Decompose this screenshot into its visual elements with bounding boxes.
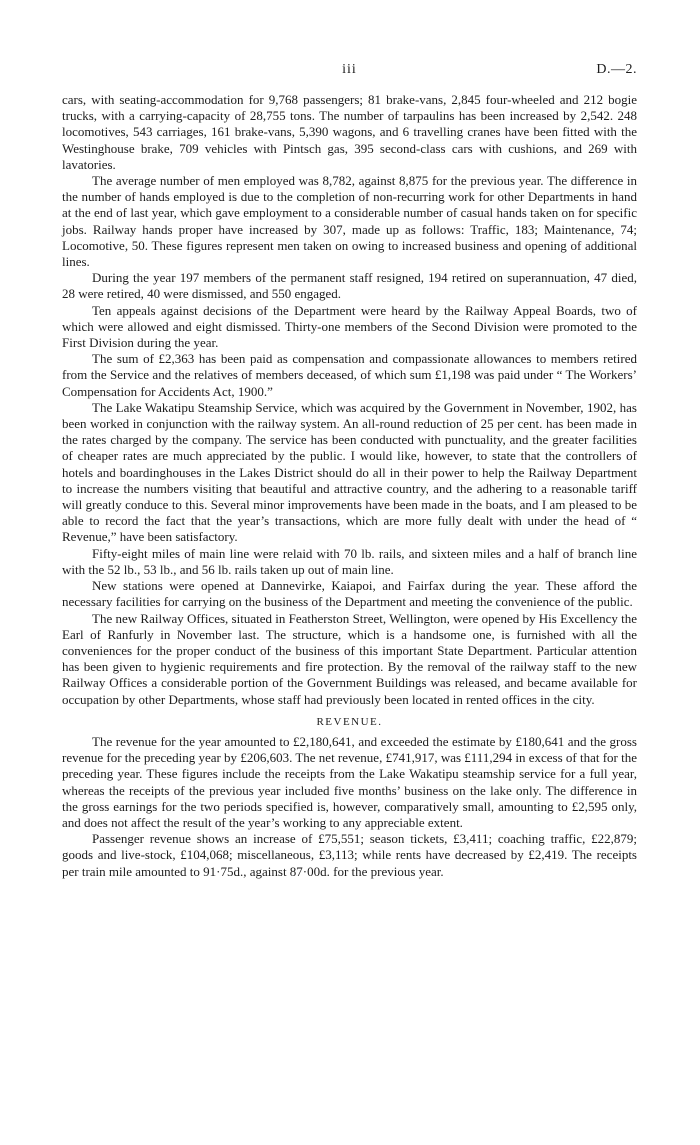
document-page xyxy=(62,58,637,880)
paragraph-new-stations: New stations were opened at Dannevirke, Kaiapoi, and Fairfax during the year. These afford the necessary facilities for carrying on the business of the Department and meeting the convenience of the public. xyxy=(62,578,637,610)
document-reference: D.—2. xyxy=(596,62,637,77)
paragraph-rolling-stock: cars, with seating-accommodation for 9,768 passengers; 81 brake-vans, 2,845 four-wheeled and 212 bogie trucks, with a carrying-capacity of 28,755 tons. The number of tarpaulins has been increased by 2,542. 248 locomotives, 543 carriages, 161 brake-vans, 5,390 wagons, and 6 travelling cranes have been fitted with the Westinghouse brake, 709 vehicles with Pintsch gas, 395 second-class cars with cushions, and 269 with lavatories. xyxy=(62,92,637,172)
paragraph-railway-offices: The new Railway Offices, situated in Featherston Street, Wellington, were opened by His Excellency the Earl of Ranfurly in November last. The structure, which is a handsome one, is furnished with all the conveniences for the proper conduct of the business of this important State Department. Particular attention has been given to hygienic requirements and fire protection. By the removal of the railway staff to the new Railway Offices a considerable portion of the Government Buildings was released, and became available for occupation by other Departments, whose staff had previously been located in rented offices in the city. xyxy=(62,610,637,707)
paragraph-revenue-total: The revenue for the year amounted to £2,180,641, and exceeded the estimate by £180,641 and the gross revenue for the preceding year by £206,603. The net revenue, £741,917, was £111,294 in excess of that for the preceding year. These figures include the receipts from the Lake Wakatipu steamship service for a full year, whereas the receipts of the previous year included five months’ business on the lake only. The difference in the gross earnings for the two periods specified is, however, comparatively small, amounting to £2,595 only, and does not affect the result of the year’s working to any appreciable extent. xyxy=(62,733,637,830)
paragraph-appeals: Ten appeals against decisions of the Department were heard by the Railway Appeal Boards, two of which were allowed and eight dismissed. Thirty-one members of the Second Division were promoted to the First Division during the year. xyxy=(62,302,637,351)
body-text xyxy=(62,92,637,880)
page-number: iii xyxy=(342,62,357,77)
paragraph-compensation: The sum of £2,363 has been paid as compensation and compassionate allowances to members retired from the Service and the relatives of members deceased, of which sum £1,198 was paid under “ The Workers’ Compensation for Accidents Act, 1900.” xyxy=(62,351,637,399)
section-heading-revenue: REVENUE. xyxy=(316,715,383,728)
paragraph-lake-wakatipu: The Lake Wakatipu Steamship Service, which was acquired by the Government in November, 1902, has been worked in conjunction with the railway system. An all-round reduction of 25 per cent. has been made in the rates charged by the company. The service has been conducted with punctuality, and the greater facilities of cheaper rates are much appreciated by the public. I would like, however, to state that the controllers of hotels and boardinghouses in the Lakes District should do all in their power to help the Railway Department to increase the numbers visiting that beautiful and attractive country, and the adhering to a reasonable tariff will greatly conduce to this. Several minor improvements have been made in the boats, and I am pleased to be able to record the fact that the year’s transactions, which are more fully dealt with under the head of “ Revenue,” have been satisfactory. xyxy=(62,399,637,545)
paragraph-relaid-lines: Fifty-eight miles of main line were relaid with 70 lb. rails, and sixteen miles and a half of branch line with the 52 lb., 53 lb., and 56 lb. rails taken up out of main line. xyxy=(62,545,637,577)
paragraph-staff-changes: During the year 197 members of the permanent staff resigned, 194 retired on superannuation, 47 died, 28 were retired, 40 were dismissed, and 550 engaged. xyxy=(62,270,637,302)
paragraph-employment: The average number of men employed was 8,782, against 8,875 for the previous year. The difference in the number of hands employed is due to the completion of non-recurring work for other Departments in hand at the end of last year, which gave employment to a considerable number of casual hands taken on for specific jobs. Railway hands proper have increased by 307, made up as follows: Traffic, 183; Maintenance, 74; Locomotive, 50. These figures represent men taken on owing to increased business and opening of additional lines. xyxy=(62,173,637,270)
page-header xyxy=(62,58,637,92)
paragraph-revenue-breakdown: Passenger revenue shows an increase of £75,551; season tickets, £3,411; coaching traffic, £22,879; goods and live-stock, £104,068; miscellaneous, £3,113; while rents have decreased by £2,419. The receipts per train mile amounted to 91·75d., against 87·00d. for the previous year. xyxy=(62,831,637,879)
